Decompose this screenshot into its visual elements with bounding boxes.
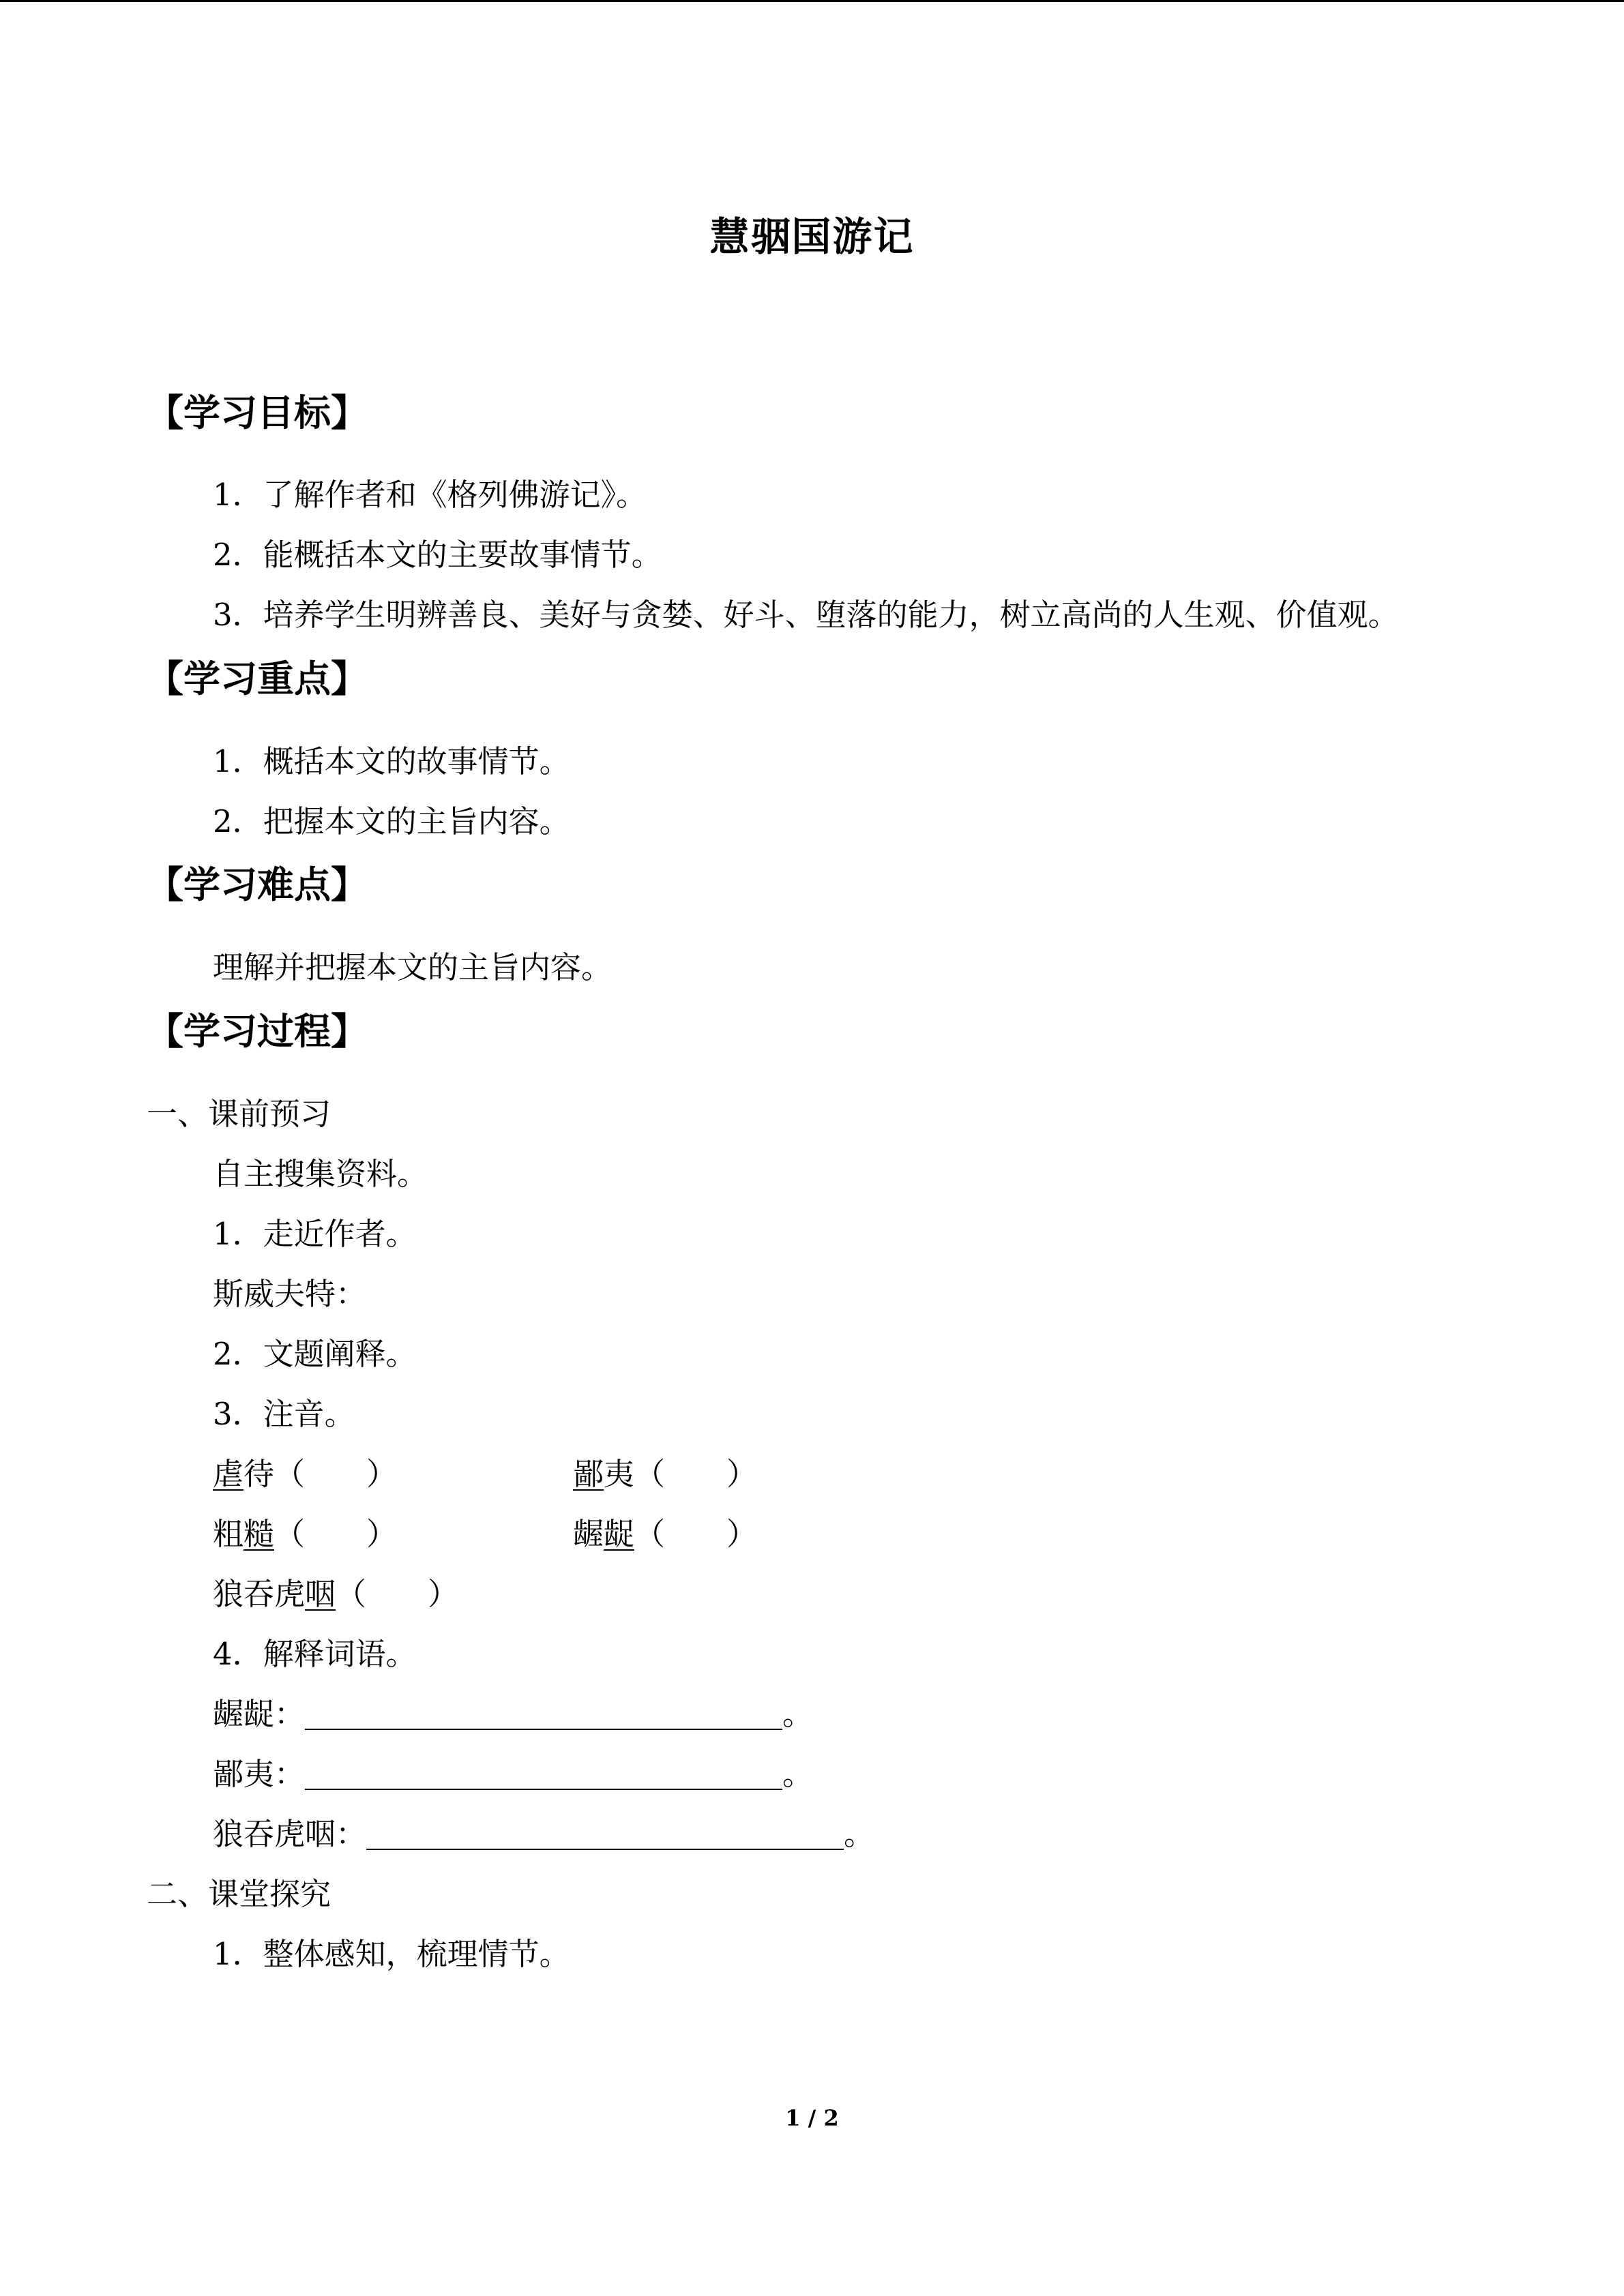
part1-item-1: 1．走近作者。 — [213, 1216, 417, 1252]
pinyin-target-char: 龊 — [604, 1516, 635, 1552]
define-row-3 — [213, 1816, 875, 1852]
goal-item-1: 1．了解作者和《格列佛游记》。 — [213, 477, 647, 513]
define-end: 。 — [782, 1756, 814, 1792]
pinyin-word-3 — [213, 1516, 398, 1552]
pinyin-word-rest: 夷（ ） — [604, 1456, 758, 1492]
key-item-2: 2．把握本文的主旨内容。 — [213, 803, 570, 839]
heading-difficult-points: 【学习难点】 — [147, 863, 368, 906]
pinyin-word-rest: （ ） — [336, 1576, 459, 1612]
pinyin-word-2 — [573, 1456, 758, 1492]
pinyin-word-rest: （ ） — [634, 1516, 758, 1552]
pinyin-word-lead: 龌 — [573, 1516, 604, 1552]
answer-blank[interactable] — [366, 1821, 844, 1850]
goal-item-2: 2．能概括本文的主要故事情节。 — [213, 537, 662, 573]
difficult-item-1: 理解并把握本文的主旨内容。 — [213, 949, 612, 985]
key-item-1: 1．概括本文的故事情节。 — [213, 743, 570, 779]
define-label: 龌龊： — [213, 1696, 306, 1732]
heading-learning-process: 【学习过程】 — [147, 1009, 368, 1053]
pinyin-target-char: 虐 — [213, 1456, 244, 1492]
heading-learning-goals: 【学习目标】 — [147, 391, 368, 434]
part2-title: 二、课堂探究 — [147, 1876, 331, 1912]
part2-item-1: 1．整体感知，梳理情节。 — [213, 1936, 570, 1972]
pinyin-word-rest: 待（ ） — [243, 1456, 398, 1492]
pinyin-word-lead: 粗 — [213, 1516, 244, 1552]
pinyin-word-5 — [213, 1576, 459, 1612]
define-row-2 — [213, 1756, 814, 1792]
define-end: 。 — [782, 1696, 814, 1732]
define-row-1 — [213, 1696, 814, 1732]
pinyin-target-char: 鄙 — [573, 1456, 604, 1492]
part1-intro: 自主搜集资料。 — [213, 1156, 428, 1192]
part1-item-2: 2．文题阐释。 — [213, 1336, 417, 1372]
pinyin-word-1 — [213, 1456, 398, 1492]
part1-item-3: 3．注音。 — [213, 1396, 355, 1432]
pinyin-word-rest: （ ） — [274, 1516, 398, 1552]
answer-blank[interactable] — [305, 1701, 782, 1730]
define-label: 鄙夷： — [213, 1756, 306, 1792]
define-label: 狼吞虎咽： — [213, 1816, 367, 1852]
pinyin-target-char: 咽 — [305, 1576, 336, 1612]
document-title: 慧骃国游记 — [709, 213, 915, 260]
page-number: 1 / 2 — [785, 2105, 839, 2131]
goal-item-3: 3．培养学生明辨善良、美好与贪婪、好斗、堕落的能力，树立高尚的人生观、价值观。 — [213, 597, 1399, 633]
top-border — [0, 0, 1624, 2]
pinyin-word-lead: 狼吞虎 — [213, 1576, 306, 1612]
answer-blank[interactable] — [305, 1761, 782, 1790]
part1-title: 一、课前预习 — [147, 1096, 331, 1132]
part1-item-4: 4．解释词语。 — [213, 1636, 417, 1672]
pinyin-target-char: 糙 — [243, 1516, 275, 1552]
heading-key-points: 【学习重点】 — [147, 657, 368, 700]
define-end: 。 — [844, 1816, 875, 1852]
pinyin-word-4 — [573, 1516, 758, 1552]
author-label: 斯威夫特： — [213, 1276, 367, 1312]
